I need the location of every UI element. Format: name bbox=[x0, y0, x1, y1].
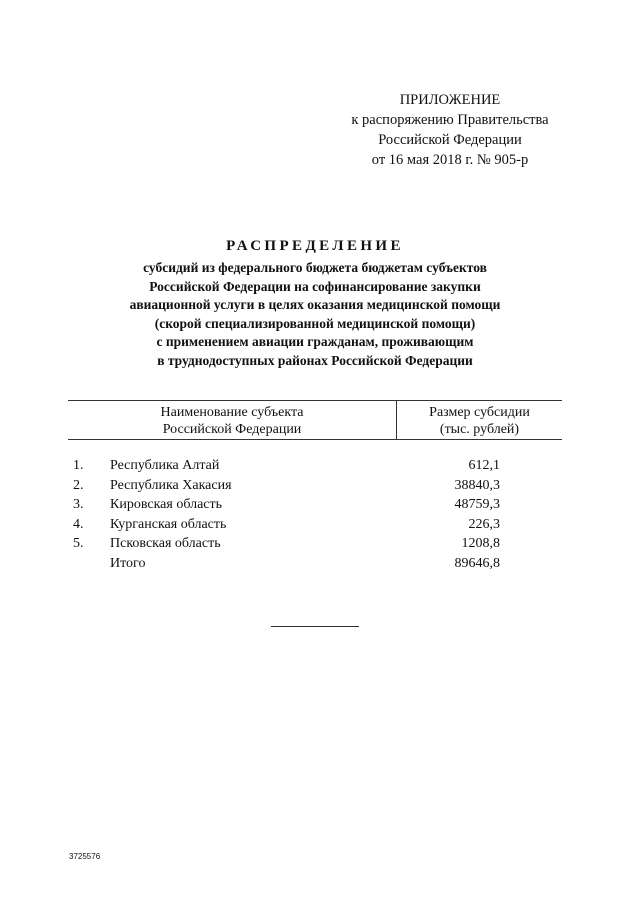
subtitle-line: авиационной услуги в целях оказания медицинской помощи bbox=[129, 297, 501, 313]
column-header-subsidy-line1: Размер субсидии bbox=[429, 405, 530, 420]
table-row bbox=[68, 534, 562, 554]
row-number: 2. bbox=[73, 477, 84, 493]
subtitle-line: в труднодоступных районах Российской Федерации bbox=[157, 352, 473, 368]
row-region-name: Республика Хакасия bbox=[110, 477, 232, 493]
appendix-line-4: от 16 мая 2018 г. № 905-р bbox=[371, 152, 529, 168]
column-header-region-line2: Российской Федерации bbox=[162, 422, 302, 437]
table-header bbox=[68, 400, 562, 440]
document-id: 3725576 bbox=[69, 852, 101, 861]
subtitle-line: с применением авиации гражданам, проживающим bbox=[156, 334, 474, 350]
table-row bbox=[68, 515, 562, 535]
column-header-region bbox=[68, 404, 396, 438]
row-total-label: Итого bbox=[110, 555, 146, 571]
table-row bbox=[68, 476, 562, 496]
row-region-name: Республика Алтай bbox=[110, 458, 220, 473]
row-region-name: Курганская область bbox=[110, 516, 227, 532]
table-row bbox=[68, 456, 562, 476]
table-row-total bbox=[68, 554, 562, 574]
end-divider-line bbox=[271, 626, 359, 627]
table-row bbox=[68, 495, 562, 515]
column-header-subsidy bbox=[397, 404, 562, 438]
column-header-region-line1: Наименование субъекта bbox=[160, 405, 304, 420]
row-number: 1. bbox=[73, 458, 84, 473]
row-subsidy-value: 48759,3 bbox=[454, 497, 500, 512]
appendix-heading: ПРИЛОЖЕНИЕ bbox=[399, 92, 501, 108]
document-title: РАСПРЕДЕЛЕНИЕ bbox=[226, 238, 404, 254]
document-subtitle bbox=[0, 259, 630, 371]
row-region-name: Псковская область bbox=[110, 536, 221, 551]
column-header-subsidy-line2: (тыс. рублей) bbox=[439, 422, 520, 437]
appendix-line-2: к распоряжению Правительства bbox=[351, 112, 549, 128]
row-total-value: 89646,8 bbox=[454, 555, 500, 571]
subtitle-line: субсидий из федерального бюджета бюджетам субъектов bbox=[143, 260, 487, 275]
row-subsidy-value: 38840,3 bbox=[454, 477, 500, 493]
row-subsidy-value: 226,3 bbox=[468, 516, 500, 532]
table-body bbox=[68, 456, 562, 573]
row-subsidy-value: 612,1 bbox=[468, 458, 500, 473]
row-subsidy-value: 1208,8 bbox=[461, 536, 500, 551]
row-number: 3. bbox=[73, 497, 84, 512]
subtitle-line: (скорой специализированной медицинской помощи) bbox=[154, 315, 476, 331]
subtitle-line: Российской Федерации на софинансирование закупки bbox=[149, 278, 481, 294]
row-number: 4. bbox=[73, 516, 84, 532]
appendix-block bbox=[330, 90, 570, 170]
appendix-line-3: Российской Федерации bbox=[378, 132, 522, 148]
row-region-name: Кировская область bbox=[110, 497, 223, 512]
row-number: 5. bbox=[73, 536, 84, 551]
